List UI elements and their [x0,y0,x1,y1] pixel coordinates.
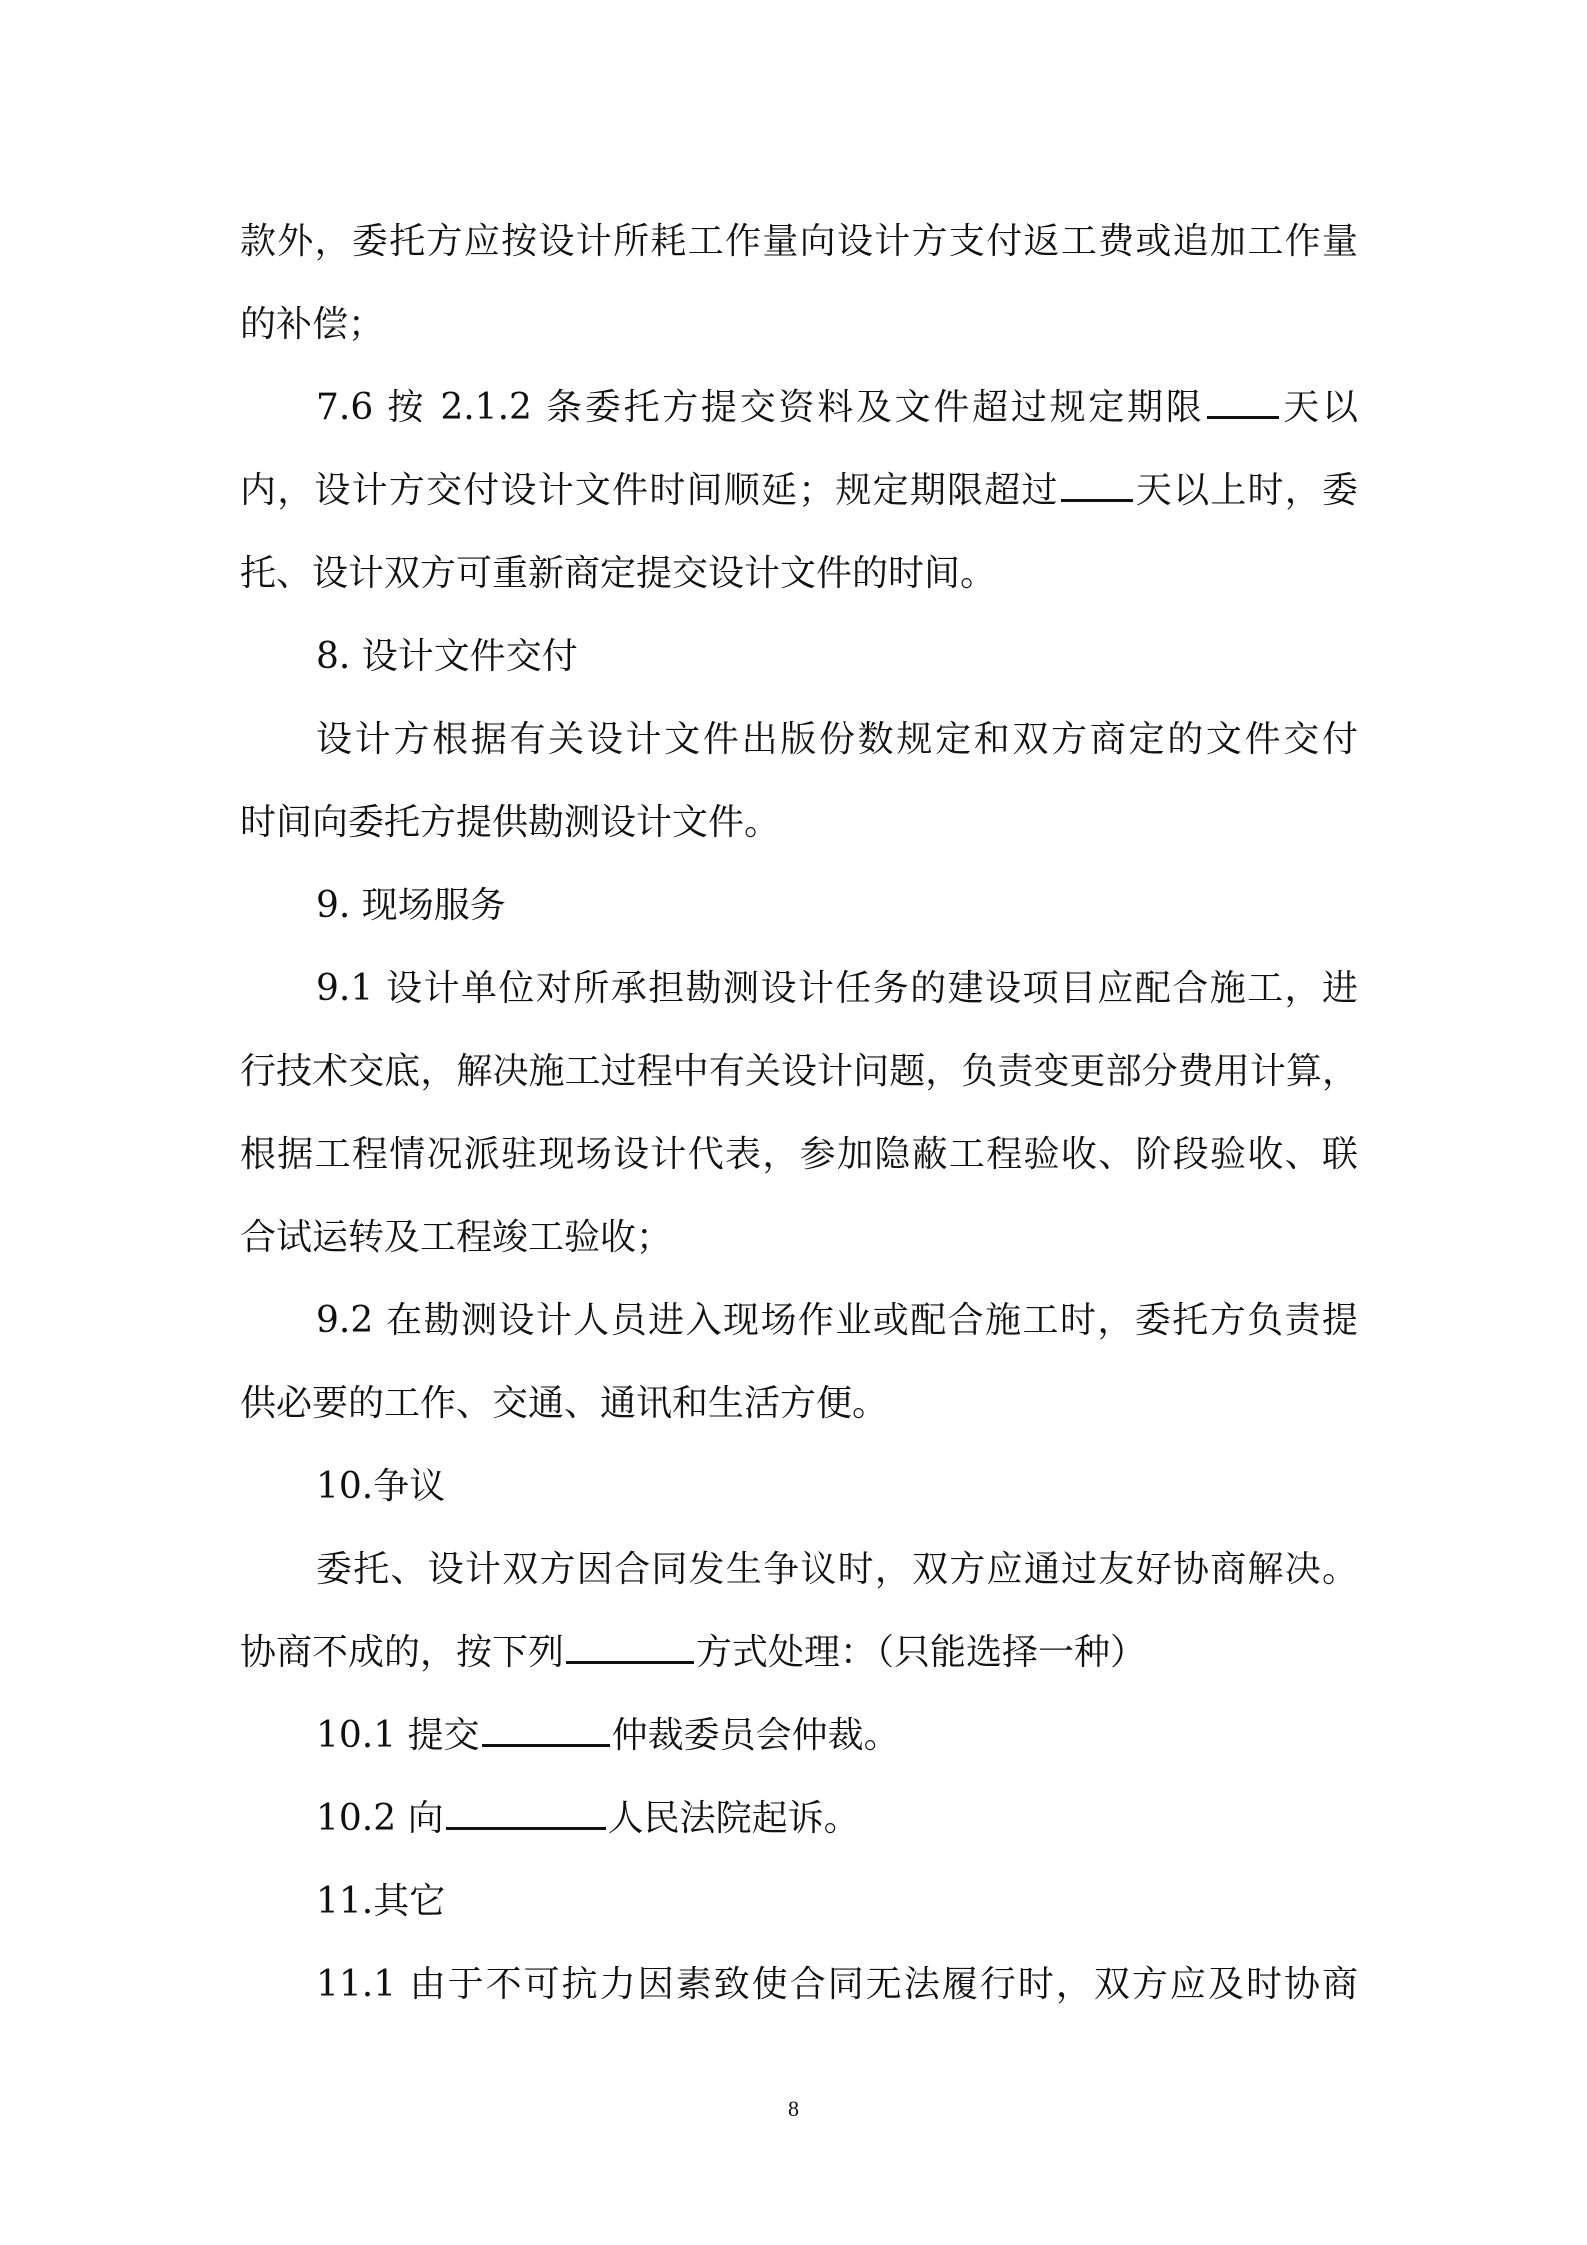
paragraph-line [240,1030,1358,1113]
line-text: 行技术交底，解决施工过程中有关设计问题，负责变更部分费用计算， [240,1051,1358,1092]
paragraph-line [240,1362,1358,1445]
page-number: 8 [788,2096,799,2121]
clause-7-6 [240,366,1358,449]
line-text: 内，设计方交付设计文件时间顺延；规定期限超过 [240,470,1059,511]
line-text: 时间向委托方提供勘测设计文件。 [240,802,781,843]
line-text: 委托、设计双方因合同发生争议时，双方应通过友好协商解决。 [316,1549,1358,1590]
heading-text: 8. 设计文件交付 [316,636,578,677]
paragraph-line [240,283,1358,366]
line-text: 9.2 在勘测设计人员进入现场作业或配合施工时，委托方负责提 [316,1300,1358,1341]
line-text: 天以上时，委 [1134,470,1358,511]
line-text: 10.1 提交 [316,1715,480,1756]
paragraph-line [240,532,1358,615]
line-text: 9.1 设计单位对所承担勘测设计任务的建设项目应配合施工，进 [316,968,1358,1009]
line-text: 仲裁委员会仲裁。 [611,1715,900,1756]
fill-in-blank[interactable] [1207,386,1279,419]
paragraph-line [240,698,1358,781]
document-body [240,200,1358,2026]
paragraph-line [240,1196,1358,1279]
line-text: 10.2 向 [316,1798,444,1839]
line-text: 供必要的工作、交通、通讯和生活方便。 [240,1383,889,1424]
paragraph-line [240,1528,1358,1611]
heading-text: 9. 现场服务 [316,885,506,926]
paragraph-line [240,1113,1358,1196]
line-text: 7.6 按 2.1.2 条委托方提交资料及文件超过规定期限 [316,387,1205,428]
section-heading-10 [240,1445,1358,1528]
clause-9-1 [240,947,1358,1030]
section-heading-11 [240,1860,1358,1943]
paragraph-line [240,449,1358,532]
clause-10-2 [240,1777,1358,1860]
fill-in-blank[interactable] [1061,469,1133,502]
line-text: 天以 [1280,387,1358,428]
clause-9-2 [240,1279,1358,1362]
heading-text: 10.争议 [316,1466,446,1507]
fill-in-blank[interactable] [566,1631,694,1664]
line-text: 托、设计双方可重新商定提交设计文件的时间。 [240,553,997,594]
line-text: 人民法院起诉。 [607,1798,860,1839]
line-text: 的补偿； [240,304,385,345]
section-heading-8 [240,615,1358,698]
clause-11-1 [240,1943,1358,2026]
section-heading-9 [240,864,1358,947]
line-text: 合试运转及工程竣工验收； [240,1217,673,1258]
line-text: 根据工程情况派驻现场设计代表，参加隐蔽工程验收、阶段验收、联 [240,1134,1358,1175]
line-text: 协商不成的，按下列 [240,1632,565,1673]
fill-in-blank[interactable] [482,1714,610,1747]
line-text: 方式处理：（只能选择一种） [696,1632,1147,1673]
line-text: 11.1 由于不可抗力因素致使合同无法履行时，双方应及时协商 [316,1964,1358,2005]
line-text: 款外，委托方应按设计所耗工作量向设计方支付返工费或追加工作量 [240,221,1358,262]
heading-text: 11.其它 [316,1881,446,1922]
paragraph-line [240,200,1358,283]
line-text: 设计方根据有关设计文件出版份数规定和双方商定的文件交付 [316,719,1358,760]
clause-10-1 [240,1694,1358,1777]
fill-in-blank[interactable] [446,1797,606,1830]
paragraph-line [240,1611,1358,1694]
paragraph-line [240,781,1358,864]
